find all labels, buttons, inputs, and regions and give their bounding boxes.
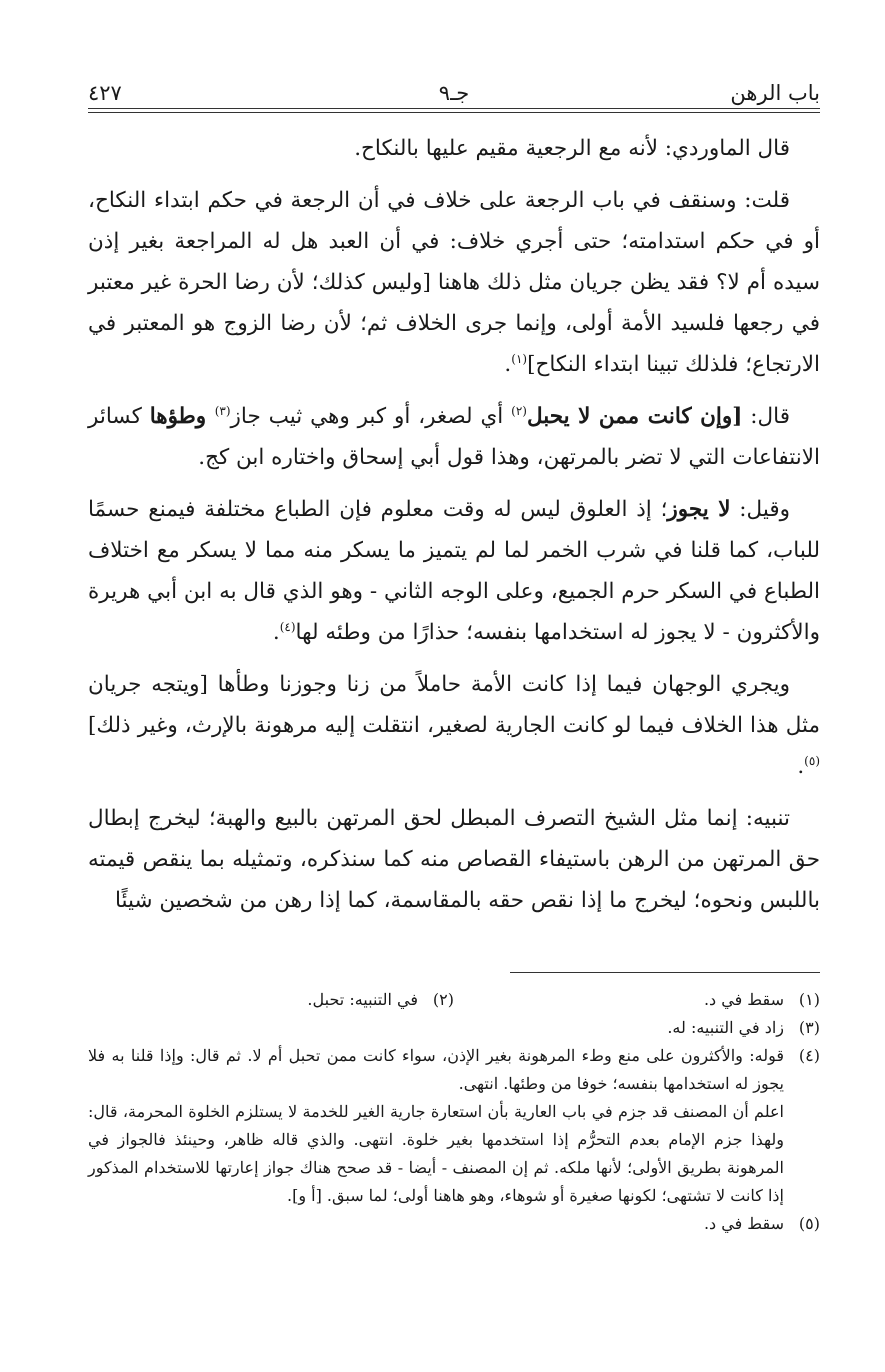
footnote-4-part-2: اعلم أن المصنف قد جزم في باب العارية بأن استعارة جارية الغير للخدمة لا يستلزم الخلوة المحرمة، قال: ولهذا جزم الإمام بعدم التحرُّم إذا استخدمها بغير خلوة. انتهى. والذي قاله ظاهر، وحينئذ فالجواز في المرهونة بطريق الأولى؛ لأنها ملكه. ثم إن المصنف - أيضا - قد صحح هناك جواز إعارتها للاستخدام المذكور إذا كانت لا تشتهى؛ لكونها صغيرة أو شوهاء، وهو هاهنا أولى؛ لما سبق. [أ و]. — [88, 1102, 784, 1205]
paragraph: قال الماوردي: لأنه مع الرجعية مقيم عليها بالنكاح. — [354, 136, 790, 161]
paragraph: قال: [وإن كانت ممن لا يحبل$^{(٢)}$ أي لصغر، أو كبر وهي ثيب جاز$^{(٣)}$ وطؤها كسائر الانتفاعات التي لا تضر بالمرتهن، وهذا قول أبي إسحاق واختاره ابن كج. — [88, 403, 820, 470]
footnote-4: (٤) قوله: والأكثرون على منع وطء المرهونة بغير الإذن، سواء كانت ممن تحبل أم لا. ثم قال: وإذا قلنا به فلا يجوز له استخدامها بنفسه؛ خوفا من وطئها. انتهى. اعلم أن المصنف قد جزم في باب العارية بأن استعارة جارية الغير للخدمة لا يستلزم الخلوة المحرمة، قال: ولهذا جزم الإمام بعدم التحرُّم إذا استخدمها بغير خلوة. انتهى. والذي قاله ظاهر، وحينئذ فالجواز في المرهونة بطريق الأولى؛ لأنها ملكه. ثم إن المصنف - أيضا - قد صحح هناك جواز إعارتها للاستخدام المذكور إذا كانت لا تشتهى؛ لكونها صغيرة أو شوهاء، وهو هاهنا أولى؛ لما سبق. [أ و]. — [88, 1046, 820, 1205]
paragraph: قلت: وسنقف في باب الرجعة على خلاف في أن الرجعة في حكم ابتداء النكاح، أو في حكم استدامته؛ حتى أجري خلاف: في أن العبد هل له المراجعة بغير إذن سيده أم لا؟ فقد يظن جريان مثل ذلك هاهنا [وليس كذلك؛ لأن رضا الحرة غير معتبر في رجعها فلسيد الأمة أولى، وإنما جرى الخلاف ثم؛ لأن رضا الزوج هو المعتبر في الارتجاع؛ فلذلك تبينا ابتداء النكاح]$^{(١)}$. — [88, 188, 820, 377]
volume-label: جـ٩ — [438, 81, 470, 105]
paragraph: ويجري الوجهان فيما إذا كانت الأمة حاملاً من زنا وجوزنا وطأها [ويتجه جريان مثل هذا الخلاف فيما لو كانت الجارية لصغير، انتقلت إليه مرهونة بالإرث، وغير ذلك]$^{(٥)}$. — [88, 672, 820, 779]
footnotes — [88, 986, 820, 1238]
chapter-title: باب الرهن — [730, 81, 820, 105]
footnote-ref[interactable]: (١) — [511, 351, 528, 366]
footnote-ref[interactable]: (٥) — [804, 753, 820, 768]
main-text — [88, 128, 820, 932]
page-number: ٤٢٧ — [88, 81, 122, 105]
footnote-separator — [510, 972, 820, 973]
footnote-5: (٥) سقط في د. — [703, 1214, 820, 1233]
footnote-ref[interactable]: (٢) — [511, 403, 527, 418]
footnote-row — [88, 986, 820, 1014]
footnote-2: (٢) في التنبيه: تحبل. — [307, 990, 454, 1009]
header-rule-thin — [88, 112, 820, 113]
footnote-ref[interactable]: (٤) — [279, 619, 296, 634]
paragraph: وقيل: لا يجوز؛ إذ العلوق ليس له وقت معلوم فإن الطباع مختلفة فيمنع حسمًا للباب، كما قلنا في شرب الخمر لما لم يتميز ما يسكر منه مما لا يسكر مع اختلاف الطباع في السكر حرم الجميع، وعلى الوجه الثاني - وهو الذي قال به ابن أبي هريرة والأكثرون - لا يجوز له استخدامها بنفسه؛ حذارًا من وطئه لها$^{(٤)}$. — [88, 497, 820, 645]
header-rule — [88, 108, 820, 109]
footnote-1: (١) سقط في د. — [703, 990, 820, 1009]
footnote-3: (٣) زاد في التنبيه: له. — [667, 1018, 820, 1037]
page-header — [88, 68, 820, 104]
paragraph: تنبيه: إنما مثل الشيخ التصرف المبطل لحق المرتهن بالبيع والهبة؛ ليخرج إبطال حق المرتهن من الرهن باستيفاء القصاص منه كما سنذكره، وتمثيله بما ينقص قيمته باللبس ونحوه؛ ليخرج ما إذا نقص حقه بالمقاسمة، كما إذا رهن من شخصين شيئًا — [88, 806, 820, 913]
footnote-4-part-1: قوله: والأكثرون على منع وطء المرهونة بغير الإذن، سواء كانت ممن تحبل أم لا. ثم قال: وإذا قلنا به فلا يجوز له استخدامها بنفسه؛ خوفا من وطئها. انتهى. — [88, 1046, 784, 1093]
footnote-ref[interactable]: (٣) — [214, 403, 231, 418]
